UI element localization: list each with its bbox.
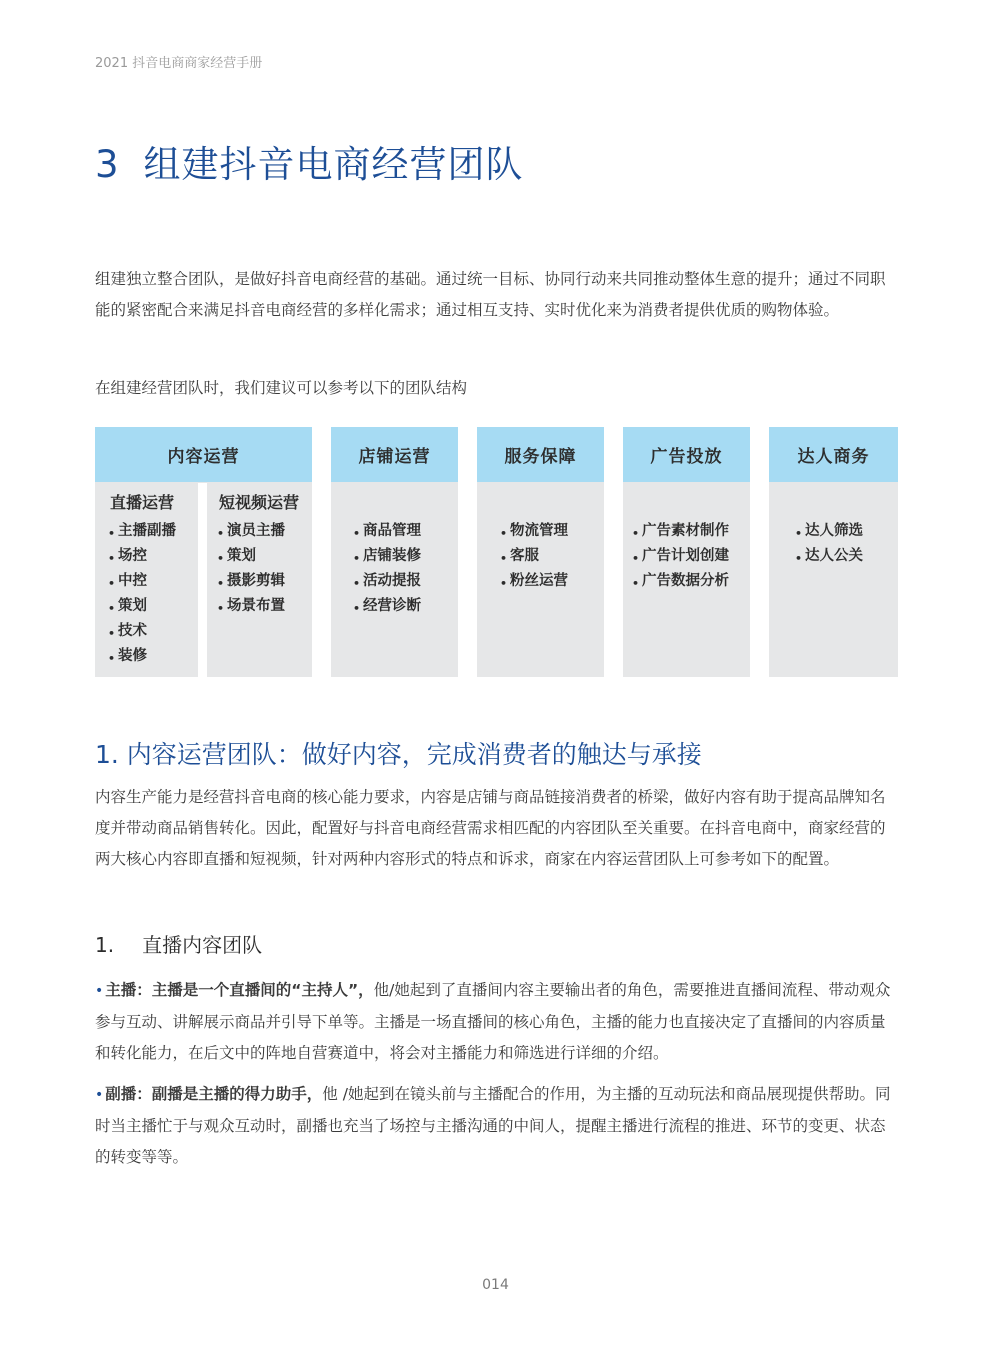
intro-paragraph: 组建独立整合团队，是做好抖音电商经营的基础。通过统一目标、协同行动来共同推动整体生意的提升；通过不同职能的紧密配合来满足抖音电商经营的多样化需求；通过相互支持、实时优化来为消费者提供优质的购物体验。 — [95, 270, 886, 319]
list-item: • 装修 — [108, 644, 176, 669]
role-text: 他/她起到了直播间内容主要输出者的角色，需要推进直播间流程、带动观众参与互动、讲解展示商品并引导下单等。主播是一场直播间的核心角色，主播的能力也直接决定了直播间的内容质量和转化能力，在后文中的阵地自营赛道中，将会对主播能力和筛选进行详细的介绍。 — [95, 981, 891, 1062]
page-number: 014 — [482, 1277, 509, 1293]
team-column-header: 服务保障 — [477, 427, 604, 482]
list-item: • 广告素材制作 — [632, 519, 729, 544]
subgroup-list-live — [108, 519, 176, 669]
team-column-header: 广告投放 — [623, 427, 750, 482]
list-item: • 活动提报 — [353, 569, 421, 594]
list-item: • 演员主播 — [217, 519, 285, 544]
chapter-number: 3 — [95, 143, 120, 186]
list-item: • 达人公关 — [795, 544, 863, 569]
list-item: • 技术 — [108, 619, 176, 644]
team-column-list — [353, 519, 421, 619]
team-column-list — [632, 519, 729, 594]
chapter-title-text: 组建抖音电商经营团队 — [143, 143, 524, 186]
bullet: • — [95, 1087, 104, 1103]
team-column-header: 内容运营 — [95, 427, 312, 482]
intro-lead-in: 在组建经营团队时，我们建议可以参考以下的团队结构 — [95, 379, 468, 397]
role-lead: 副播是主播的得力助手， — [151, 1085, 323, 1103]
team-column-list — [795, 519, 863, 569]
team-column-header: 达人商务 — [769, 427, 898, 482]
section-body: 内容生产能力是经营抖音电商的核心能力要求，内容是店铺与商品链接消费者的桥梁，做好内容有助于提高品牌知名度并带动商品销售转化。因此，配置好与抖音电商经营需求相匹配的内容团队至关重要。在抖音电商中，商家经营的两大核心内容即直播和短视频，针对两种内容形式的特点和诉求，商家在内容运营团队上可参考如下的配置。 — [95, 788, 886, 868]
subgroup-list-short-video — [217, 519, 285, 619]
role-text: 他 /她起到在镜头前与主播配合的作用，为主播的互动玩法和商品展现提供帮助。同时当主播忙于与观众互动时，副播也充当了场控与主播沟通的中间人，提醒主播进行流程的推进、环节的变更、状态的转变等等。 — [95, 1085, 891, 1166]
role-label: 副播： — [105, 1085, 152, 1103]
list-item: • 摄影剪辑 — [217, 569, 285, 594]
list-item: • 策划 — [108, 594, 176, 619]
role-paragraph-host — [95, 975, 900, 1069]
subgroup-divider — [198, 483, 207, 677]
list-item: • 商品管理 — [353, 519, 421, 544]
team-column-list — [500, 519, 568, 594]
list-item: • 店铺装修 — [353, 544, 421, 569]
subgroup-title-short-video: 短视频运营 — [219, 493, 300, 512]
list-item: • 粉丝运营 — [500, 569, 568, 594]
list-item: • 策划 — [217, 544, 285, 569]
list-item: • 广告计划创建 — [632, 544, 729, 569]
list-item: • 物流管理 — [500, 519, 568, 544]
list-item: • 达人筛选 — [795, 519, 863, 544]
bullet: • — [95, 983, 104, 999]
role-label: 主播： — [105, 981, 152, 999]
list-item: • 客服 — [500, 544, 568, 569]
section-title: 1. 内容运营团队：做好内容，完成消费者的触达与承接 — [95, 740, 702, 769]
list-item: • 场景布置 — [217, 594, 285, 619]
team-column-header: 店铺运营 — [331, 427, 458, 482]
role-lead: 主播是一个直播间的“主持人”， — [151, 981, 374, 999]
running-header: 2021 抖音电商商家经营手册 — [95, 56, 263, 71]
subgroup-title-live: 直播运营 — [110, 493, 175, 512]
list-item: • 主播副播 — [108, 519, 176, 544]
list-item: • 中控 — [108, 569, 176, 594]
list-item: • 场控 — [108, 544, 176, 569]
subsection-title — [95, 929, 262, 958]
chapter-title — [95, 134, 524, 188]
list-item: • 经营诊断 — [353, 594, 421, 619]
subsection-number: 1. — [95, 933, 115, 957]
role-paragraph-cohost — [95, 1079, 900, 1173]
subsection-title-text: 直播内容团队 — [142, 933, 263, 957]
list-item: • 广告数据分析 — [632, 569, 729, 594]
